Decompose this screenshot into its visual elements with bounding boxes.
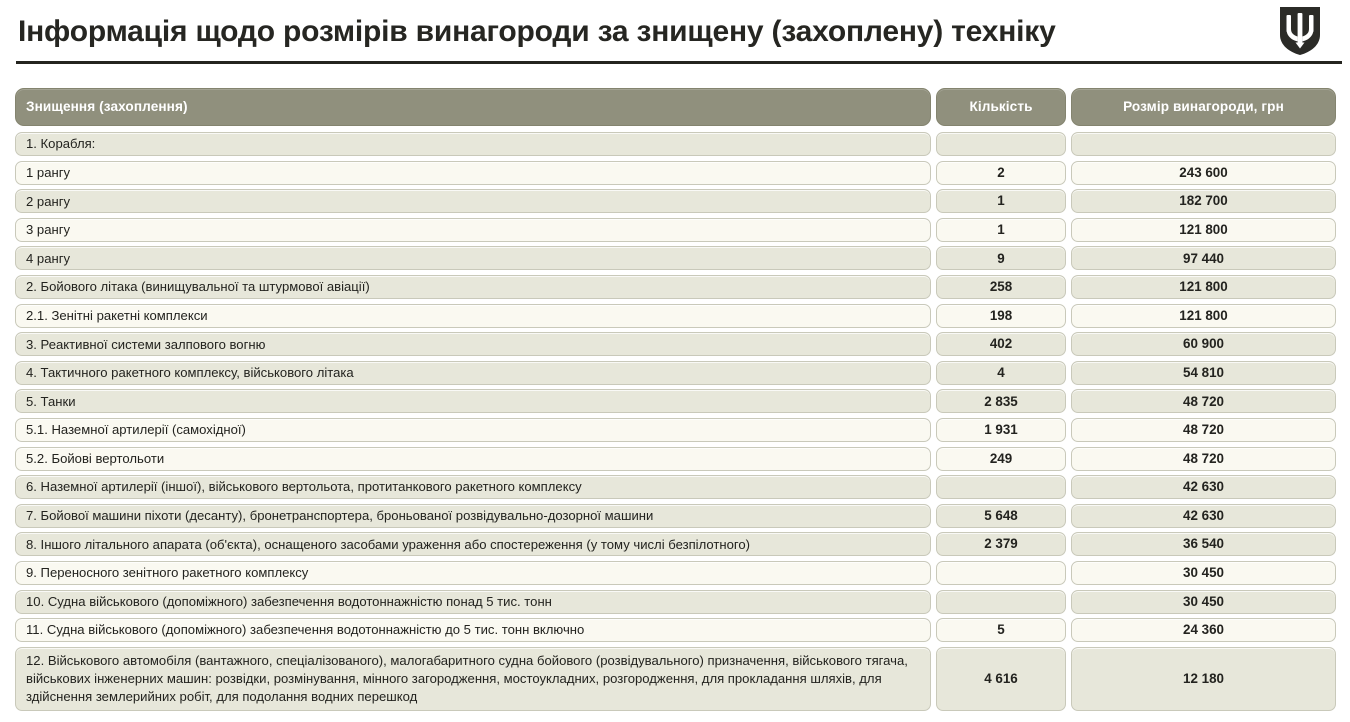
table-row [15, 304, 1332, 328]
table-row [15, 332, 1332, 356]
cell-reward: 42 630 [1071, 475, 1336, 499]
cell-reward: 30 450 [1071, 590, 1336, 614]
cell-count: 1 [936, 189, 1066, 213]
table-body [15, 132, 1332, 711]
cell-count: 258 [936, 275, 1066, 299]
cell-name: 4. Тактичного ракетного комплексу, військового літака [15, 361, 931, 385]
cell-reward: 243 600 [1071, 161, 1336, 185]
cell-count: 1 931 [936, 418, 1066, 442]
table-row [15, 561, 1332, 585]
table-row [15, 590, 1332, 614]
cell-count [936, 561, 1066, 585]
cell-reward: 30 450 [1071, 561, 1336, 585]
table-row [15, 246, 1332, 270]
cell-name: 12. Військового автомобіля (вантажного, спеціалізованого), малогабаритного судна бойового (розвідувального) призначення, військового тягача, військових інженерних машин: розвідки, розмінування, мінного загородження, мостоукладних, розгородження, для прокладання шляхів, для здійснення землерийних робіт, для подолання водних перешкод [15, 647, 931, 711]
page-header [0, 0, 1350, 62]
cell-count: 2 835 [936, 389, 1066, 413]
table-row [15, 618, 1332, 642]
cell-reward: 36 540 [1071, 532, 1336, 556]
table-row [15, 504, 1332, 528]
cell-reward [1071, 132, 1336, 156]
table-row [15, 218, 1332, 242]
cell-reward: 12 180 [1071, 647, 1336, 711]
cell-reward: 97 440 [1071, 246, 1336, 270]
cell-reward: 48 720 [1071, 389, 1336, 413]
cell-name: 4 рангу [15, 246, 931, 270]
cell-count: 1 [936, 218, 1066, 242]
cell-reward: 24 360 [1071, 618, 1336, 642]
cell-name: 5. Танки [15, 389, 931, 413]
cell-name: 5.1. Наземної артилерії (самохідної) [15, 418, 931, 442]
cell-count: 4 616 [936, 647, 1066, 711]
cell-count: 249 [936, 447, 1066, 471]
cell-count [936, 132, 1066, 156]
cell-reward: 182 700 [1071, 189, 1336, 213]
table-row [15, 189, 1332, 213]
cell-count: 4 [936, 361, 1066, 385]
table-row [15, 361, 1332, 385]
table-row [15, 447, 1332, 471]
cell-name: 3 рангу [15, 218, 931, 242]
ukrainian-trident-shield-emblem [1278, 5, 1322, 57]
cell-name: 1. Корабля: [15, 132, 931, 156]
column-header-count: Кількість [936, 88, 1066, 126]
rewards-table [0, 62, 1350, 711]
table-row [15, 389, 1332, 413]
table-row [15, 475, 1332, 499]
cell-reward: 48 720 [1071, 447, 1336, 471]
table-row [15, 275, 1332, 299]
header-divider [16, 61, 1342, 64]
cell-reward: 121 800 [1071, 304, 1336, 328]
cell-name: 2.1. Зенітні ракетні комплекси [15, 304, 931, 328]
cell-reward: 60 900 [1071, 332, 1336, 356]
cell-name: 7. Бойової машини піхоти (десанту), бронетранспортера, броньованої розвідувально-дозорної машини [15, 504, 931, 528]
cell-reward: 42 630 [1071, 504, 1336, 528]
page-title: Інформація щодо розмірів винагороди за знищену (захоплену) техніку [18, 15, 1056, 49]
cell-count [936, 590, 1066, 614]
cell-count: 2 379 [936, 532, 1066, 556]
cell-name: 9. Переносного зенітного ракетного комплексу [15, 561, 931, 585]
table-header-row [15, 88, 1332, 126]
table-row [15, 532, 1332, 556]
table-row [15, 161, 1332, 185]
cell-reward: 54 810 [1071, 361, 1336, 385]
table-row [15, 647, 1332, 711]
cell-name: 1 рангу [15, 161, 931, 185]
column-header-reward: Розмір винагороди, грн [1071, 88, 1336, 126]
cell-name: 5.2. Бойові вертольоти [15, 447, 931, 471]
cell-count: 5 648 [936, 504, 1066, 528]
column-header-name: Знищення (захоплення) [15, 88, 931, 126]
cell-count: 2 [936, 161, 1066, 185]
cell-name: 2. Бойового літака (винищувальної та штурмової авіації) [15, 275, 931, 299]
cell-name: 8. Іншого літального апарата (об'єкта), оснащеного засобами ураження або спостереження (у тому числі безпілотного) [15, 532, 931, 556]
cell-count: 198 [936, 304, 1066, 328]
cell-name: 10. Судна військового (допоміжного) забезпечення водотоннажністю понад 5 тис. тонн [15, 590, 931, 614]
cell-reward: 121 800 [1071, 275, 1336, 299]
cell-count: 402 [936, 332, 1066, 356]
cell-reward: 121 800 [1071, 218, 1336, 242]
cell-count [936, 475, 1066, 499]
cell-name: 2 рангу [15, 189, 931, 213]
cell-count: 9 [936, 246, 1066, 270]
cell-count: 5 [936, 618, 1066, 642]
cell-name: 3. Реактивної системи залпового вогню [15, 332, 931, 356]
cell-name: 6. Наземної артилерії (іншої), військового вертольота, протитанкового ракетного комплексу [15, 475, 931, 499]
cell-reward: 48 720 [1071, 418, 1336, 442]
table-row [15, 132, 1332, 156]
table-row [15, 418, 1332, 442]
cell-name: 11. Судна військового (допоміжного) забезпечення водотоннажністю до 5 тис. тонн включно [15, 618, 931, 642]
